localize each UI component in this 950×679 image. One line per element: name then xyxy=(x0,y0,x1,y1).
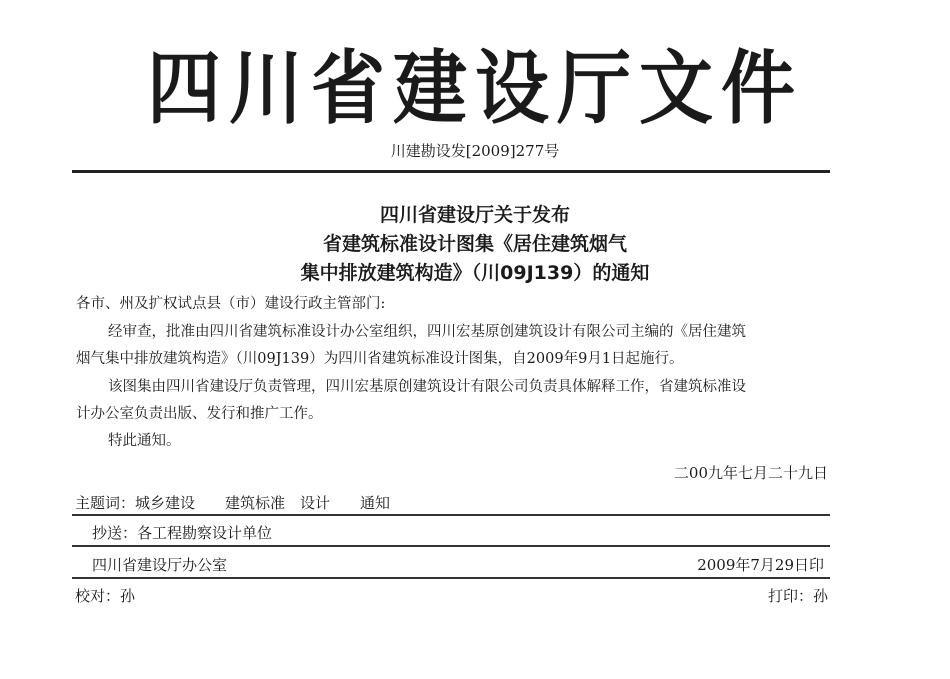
issue-date: 二00九年七月二十九日 xyxy=(673,464,828,482)
proofreader: 校对：孙 xyxy=(75,587,136,605)
footer-divider xyxy=(72,514,830,516)
closing-phrase: 特此通知。 xyxy=(108,433,181,449)
document-header-title: 四川省建设厅文件 xyxy=(147,42,803,136)
addressee: 各市、州及扩权试点县（市）建设行政主管部门: xyxy=(76,296,386,312)
paragraph-2-line-2: 计办公室负责出版、发行和推广工作。 xyxy=(76,406,323,422)
issuing-office: 四川省建设厅办公室 xyxy=(92,556,228,574)
notice-title-line-3: 集中排放建筑构造》（川09J139）的通知 xyxy=(300,262,650,284)
header-divider xyxy=(72,170,830,173)
paragraph-2-line-1: 该图集由四川省建设厅负责管理，四川宏基原创建筑设计有限公司负责具体解释工作，省建筑标准设 xyxy=(108,379,746,395)
footer-divider xyxy=(72,545,830,547)
printer: 打印：孙 xyxy=(767,587,828,605)
print-date: 2009年7月29日印 xyxy=(697,556,824,574)
notice-title-line-1: 四川省建设厅关于发布 xyxy=(379,204,570,226)
footer-divider xyxy=(72,577,830,579)
subject-keywords: 主题词：城乡建设 建筑标准 设计 通知 xyxy=(75,494,391,512)
cc-recipients: 抄送：各工程勘察设计单位 xyxy=(92,524,273,542)
document-number: 川建勘设发[2009]277号 xyxy=(390,142,560,160)
notice-title-line-2: 省建筑标准设计图集《居住建筑烟气 xyxy=(322,233,627,255)
paragraph-1-line-2: 烟气集中排放建筑构造》（川09J139）为四川省建筑标准设计图集，自2009年9月1日起施行。 xyxy=(76,351,684,367)
paragraph-1-line-1: 经审查，批准由四川省建筑标准设计办公室组织，四川宏基原创建筑设计有限公司主编的《居住建筑 xyxy=(108,324,746,340)
